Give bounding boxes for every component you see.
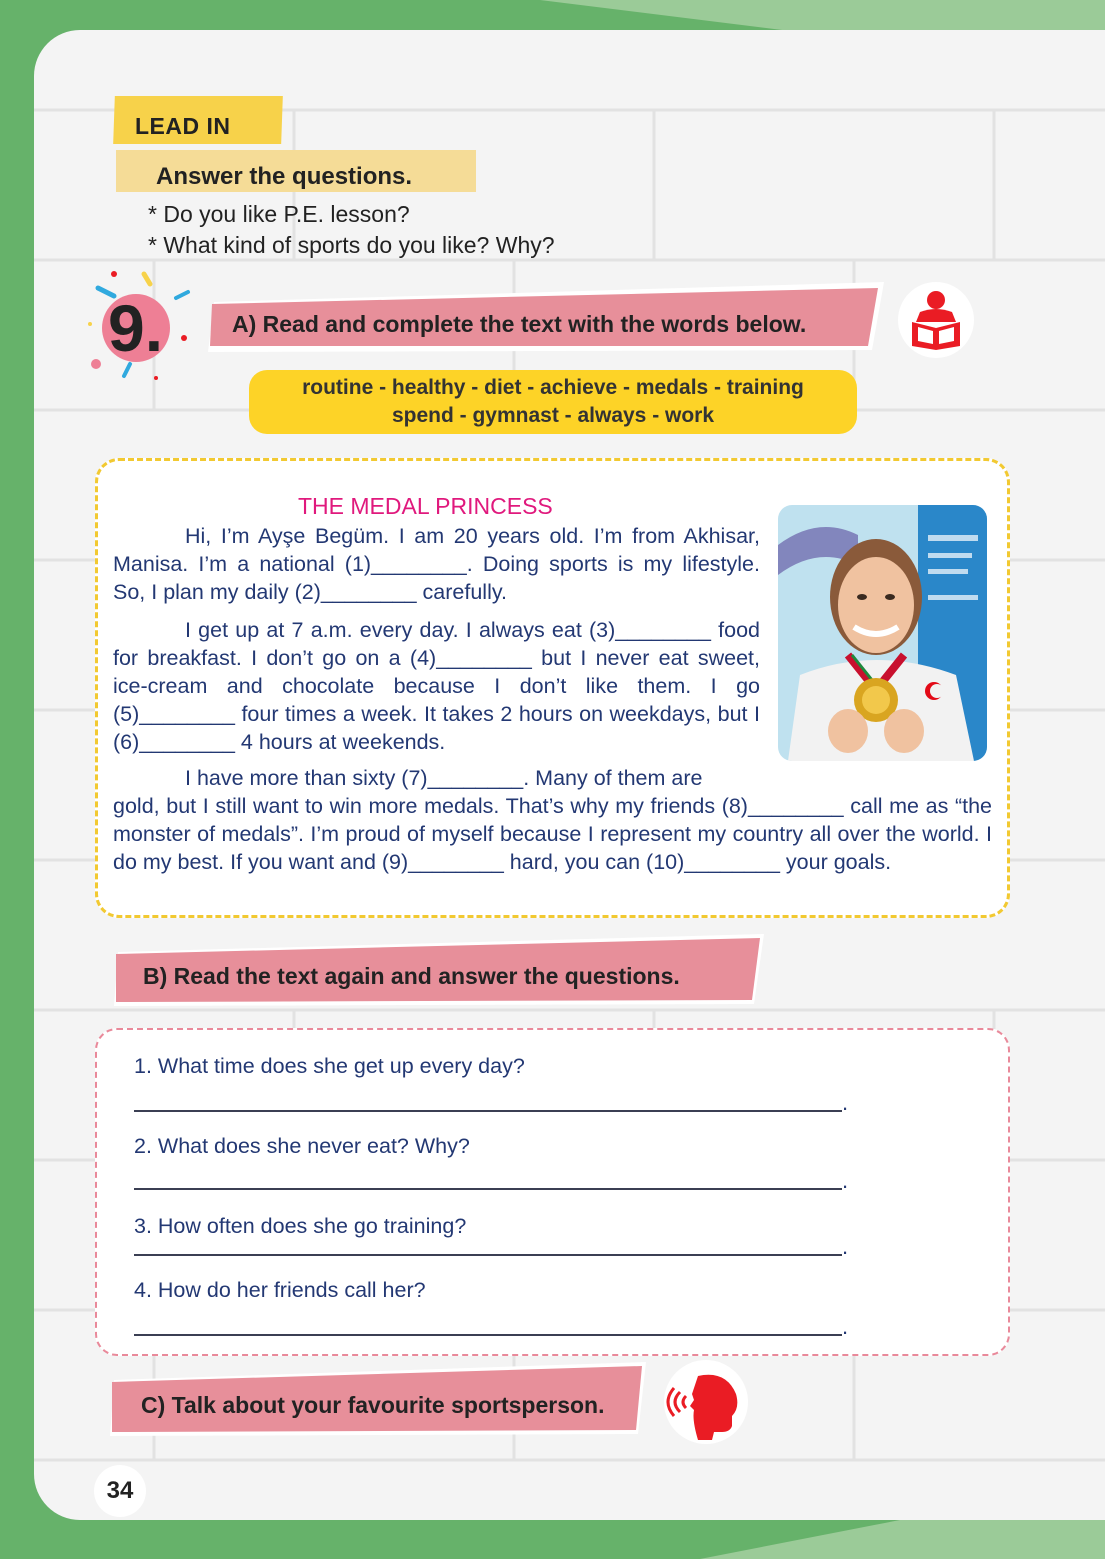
part-c-instruction: C) Talk about your favourite sportsperson. [141, 1392, 605, 1418]
line-end-dot: . [842, 1090, 849, 1115]
word-bank-line: routine - healthy - diet - achieve - medals - training [302, 376, 804, 399]
line-end-dot: . [842, 1314, 849, 1339]
comprehension-question: 3. How often does she go training? [134, 1214, 467, 1238]
comprehension-question: 4. How do her friends call her? [134, 1278, 426, 1302]
gymnast-photo [778, 505, 987, 761]
article-paragraph-continued: gold, but I still want to win more medals. That’s why my friends (8)________ call me as “the monster of medals”. I’m proud of myself because I represent my country all over the world. I do my best. If you want and (9)________ hard, you can (10)________ your goals. [113, 794, 992, 874]
exercise-number: 9. [108, 291, 164, 365]
word-bank [249, 370, 857, 434]
answer-line[interactable] [134, 1188, 842, 1190]
reading-icon-badge [898, 282, 974, 358]
word-bank-line: spend - gymnast - always - work [391, 404, 715, 427]
line-end-dot: . [842, 1234, 849, 1259]
answer-line[interactable] [134, 1334, 842, 1336]
paragraph-text: I have more than sixty (7)________. Many of them are [185, 766, 703, 790]
paragraph-text: I get up at 7 a.m. every day. I always eat (3)________ food for breakfast. I don’t go on a (4)________ but I never eat sweet, ice-cream and chocolate because I don’t like them. I go (5)________ four times a week. It takes 2 hours on weekdays, but I (6)________ 4 hours at weekends. [113, 618, 760, 754]
part-a-instruction: A) Read and complete the text with the words below. [232, 311, 807, 337]
speaking-head-icon [664, 1360, 748, 1444]
article-paragraph [113, 616, 760, 756]
lead-in-label: LEAD IN [135, 113, 231, 139]
article-paragraph [113, 764, 760, 792]
article-paragraph [113, 522, 760, 606]
person-reading-icon [898, 282, 974, 358]
paragraph-text: Hi, I’m Ayşe Begüm. I am 20 years old. I’m from Akhisar, Manisa. I’m a national (1)________. Doing sports is my lifestyle. So, I plan my daily (2)________ carefully. [113, 524, 760, 604]
page-number: 34 [106, 1477, 134, 1504]
comprehension-question: 2. What does she never eat? Why? [134, 1134, 470, 1158]
comprehension-question: 1. What time does she get up every day? [134, 1054, 525, 1078]
article-title: THE MEDAL PRINCESS [298, 493, 553, 519]
part-b-instruction: B) Read the text again and answer the questions. [143, 963, 680, 989]
lead-in-question: * What kind of sports do you like? Why? [148, 232, 555, 258]
line-end-dot: . [842, 1168, 849, 1193]
speaking-icon-badge [664, 1360, 748, 1444]
answer-line[interactable] [134, 1110, 842, 1112]
answer-questions-label: Answer the questions. [156, 163, 413, 190]
lead-in-question: * Do you like P.E. lesson? [148, 201, 410, 227]
answer-line[interactable] [134, 1254, 842, 1256]
